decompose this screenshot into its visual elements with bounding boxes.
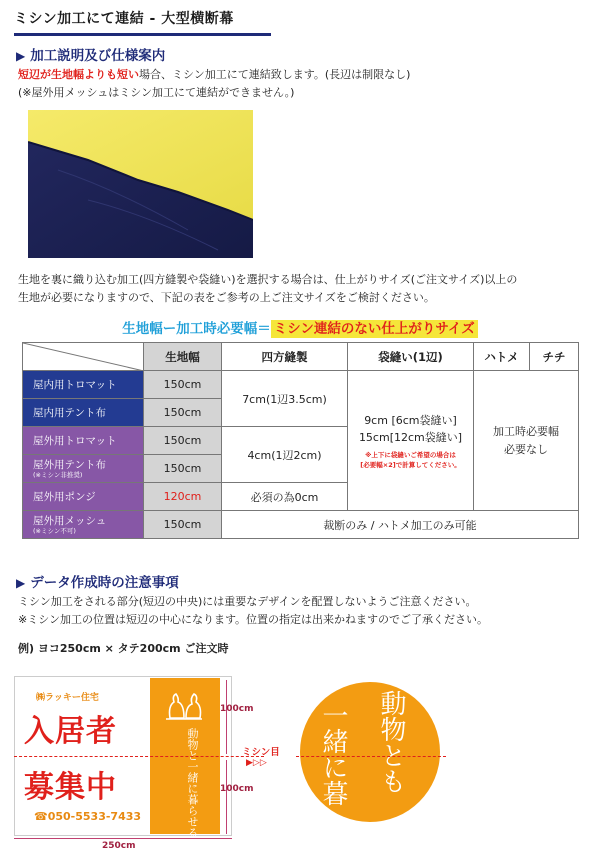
header-fabric-width: 生地幅 xyxy=(144,343,222,371)
zoom-text-col1: 動物とも xyxy=(376,690,406,794)
dim-top: 100cm xyxy=(220,704,254,714)
banner-headline-1: 入居者 xyxy=(24,714,117,749)
seam-label: ミシン目 xyxy=(242,747,280,758)
row-label-main: 屋外用テント布 xyxy=(33,458,106,471)
row-label: 屋外用トロマット xyxy=(23,427,144,455)
formula-left: 生地幅ー加工時必要幅＝ xyxy=(122,321,271,337)
hatome-line-2: 必要なし xyxy=(504,442,548,456)
header-chichi: チチ xyxy=(530,343,579,371)
hatome-line-1: 加工時必要幅 xyxy=(493,424,559,438)
header-fukuro: 袋縫い(1辺) xyxy=(348,343,474,371)
row-label: 屋内用トロマット xyxy=(23,371,144,399)
table-row xyxy=(23,511,579,539)
row-label: 屋内用テント布 xyxy=(23,399,144,427)
fukuro-note-2: [必要幅×2]で計算してください。 xyxy=(360,460,461,469)
row-label-sub: (※ミシン非推奨) xyxy=(33,470,83,479)
shiho-cell-b: 4cm(1辺2cm) xyxy=(222,427,348,483)
section-heading-data xyxy=(16,571,179,591)
row-label-sub: (※ミシン不可) xyxy=(33,526,76,535)
section-heading-spec xyxy=(16,44,165,64)
dim-line-top xyxy=(226,680,227,754)
fabric-photo-illustration xyxy=(28,110,253,258)
row-label xyxy=(23,511,144,539)
row-width: 150cm xyxy=(144,427,222,455)
title-underline xyxy=(14,33,271,36)
formula-highlight: ミシン連結のない仕上がりサイズ xyxy=(271,320,478,338)
spec-line-1-rest: 場合、ミシン加工にて連結致します。(長辺は制限なし) xyxy=(139,68,411,81)
triangle-right-icon: ▶ xyxy=(16,49,26,63)
caution-line-1: ミシン加工をされる部分(短辺の中央)には重要なデザインを配置しないようご注意ください。 xyxy=(18,595,477,608)
dim-line-bottom xyxy=(226,760,227,834)
dim-bottom: 100cm xyxy=(220,784,254,794)
row-width: 150cm xyxy=(144,399,222,427)
table-row xyxy=(23,371,579,399)
hatome-cell xyxy=(474,371,579,511)
dim-width: 250cm xyxy=(102,841,136,851)
triangle-right-icon: ▶ xyxy=(16,576,26,590)
formula xyxy=(0,317,600,337)
spec-line-1 xyxy=(18,66,410,83)
fukuro-note xyxy=(348,450,473,470)
fabric-paragraph-1: 生地を裏に織り込む加工(四方縫製や袋縫い)を選択する場合は、仕上がりサイズ(ご注文サイズ)以上の xyxy=(18,273,518,286)
zoom-circle xyxy=(300,682,440,822)
row-width: 150cm xyxy=(144,455,222,483)
fukuro-line-2: 15cm[12cm袋縫い] xyxy=(358,430,463,444)
banner-company: ㈱ラッキー住宅 xyxy=(36,693,99,703)
banner-vertical-text: 動物と一緒に暮らせる xyxy=(186,728,199,838)
seam-arrows: ▶▷▷ xyxy=(246,758,267,768)
pet-icon xyxy=(164,688,204,724)
zoom-text-col2: 一緒に暮 xyxy=(318,702,348,806)
row-label xyxy=(23,455,144,483)
fabric-paragraph-2: 生地が必要になりますので、下記の表をご参考の上ご注文サイズをご検討ください。 xyxy=(18,291,435,304)
mesh-note-cell: 裁断のみ / ハトメ加工のみ可能 xyxy=(222,511,579,539)
shiho-cell-a: 7cm(1辺3.5cm) xyxy=(222,371,348,427)
banner-tel: ☎050-5533-7433 xyxy=(34,810,142,823)
header-hatome: ハトメ xyxy=(474,343,530,371)
spec-line-2: (※屋外用メッシュはミシン加工にて連結ができません。) xyxy=(18,86,295,99)
spec-line-1-red: 短辺が生地幅よりも短い xyxy=(18,68,139,81)
zoom-seam-line xyxy=(296,756,446,757)
header-shiho: 四方縫製 xyxy=(222,343,348,371)
fabric-photo xyxy=(28,110,253,258)
section-heading-spec-text: 加工説明及び仕様案内 xyxy=(30,48,166,64)
row-width: 150cm xyxy=(144,371,222,399)
table-header-row xyxy=(23,343,579,371)
example-label: 例) ヨコ250cm × タテ200cm ご注文時 xyxy=(18,642,229,655)
table-corner-cell xyxy=(23,343,144,371)
banner-headline-2: 募集中 xyxy=(24,770,117,805)
fukuro-note-1: ※上下に袋縫いご希望の場合は xyxy=(365,450,456,459)
fukuro-cell xyxy=(348,371,474,511)
caution-line-2: ※ミシン加工の位置は短辺の中心になります。位置の指定は出来かねますのでご了承ください。 xyxy=(18,613,489,626)
row-label: 屋外用ポンジ xyxy=(23,483,144,511)
shiho-cell-c: 必須の為0cm xyxy=(222,483,348,511)
row-width: 150cm xyxy=(144,511,222,539)
spec-table xyxy=(22,342,579,539)
row-label-main: 屋外用メッシュ xyxy=(33,514,107,527)
page-title: ミシン加工にて連結 - 大型横断幕 xyxy=(14,11,234,27)
section-heading-data-text: データ作成時の注意事項 xyxy=(30,575,179,591)
dim-line-width xyxy=(14,838,232,839)
corner-diagonal xyxy=(23,343,144,371)
fukuro-line-1: 9cm [6cm袋縫い] xyxy=(364,413,457,427)
row-width: 120cm xyxy=(144,483,222,511)
seam-line xyxy=(14,756,264,757)
